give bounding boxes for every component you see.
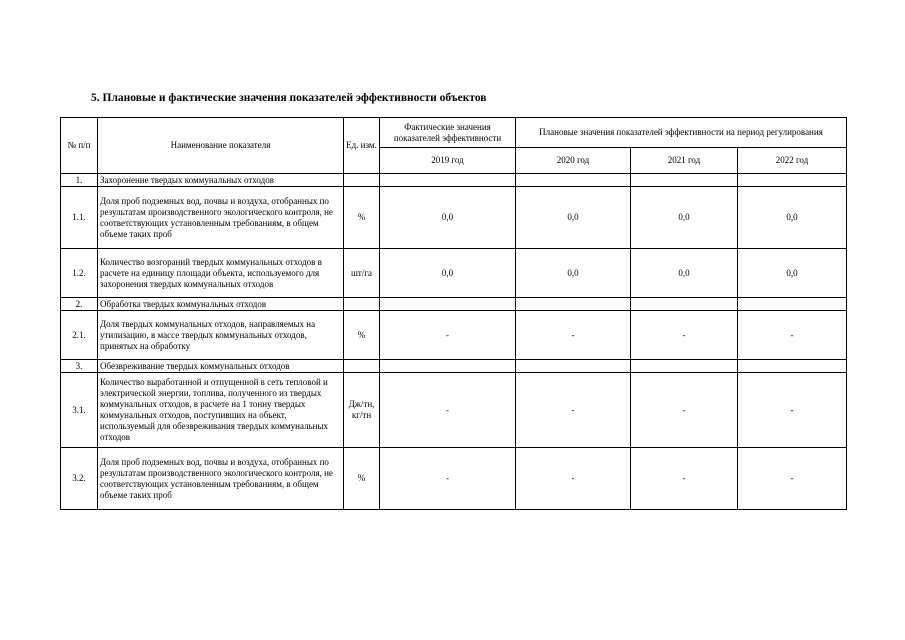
value-cell <box>631 298 738 311</box>
row-number: 1.1. <box>61 187 98 249</box>
header-year: 2020 год <box>516 148 631 174</box>
table-row <box>61 187 847 249</box>
row-number: 2. <box>61 298 98 311</box>
section-row <box>61 360 847 373</box>
header-actual-group: Фактические значения показателей эффективности <box>380 118 516 148</box>
value-cell: - <box>738 448 847 510</box>
value-cell <box>516 174 631 187</box>
value-cell: - <box>738 373 847 448</box>
value-cell: 0,0 <box>631 187 738 249</box>
header-year: 2021 год <box>631 148 738 174</box>
row-number: 1. <box>61 174 98 187</box>
value-cell: - <box>631 373 738 448</box>
value-cell: - <box>380 373 516 448</box>
header-name: Наименование показателя <box>98 118 344 174</box>
header-year: 2022 год <box>738 148 847 174</box>
value-cell: - <box>516 311 631 360</box>
row-number: 1.2. <box>61 249 98 298</box>
section-row <box>61 174 847 187</box>
value-cell: 0,0 <box>516 187 631 249</box>
value-cell <box>738 298 847 311</box>
unit-cell <box>344 360 380 373</box>
unit-cell: % <box>344 448 380 510</box>
unit-cell: шт/га <box>344 249 380 298</box>
header-planned-group: Плановые значения показателей эффективности на период регулирования <box>516 118 847 148</box>
value-cell <box>738 360 847 373</box>
value-cell <box>380 174 516 187</box>
unit-cell: % <box>344 311 380 360</box>
unit-cell <box>344 174 380 187</box>
unit-cell <box>344 298 380 311</box>
header-number: № п/п <box>61 118 98 174</box>
section-row <box>61 298 847 311</box>
value-cell: - <box>631 448 738 510</box>
row-number: 3. <box>61 360 98 373</box>
value-cell <box>631 174 738 187</box>
unit-cell: Дж/тн, кг/тн <box>344 373 380 448</box>
efficiency-indicators-table <box>60 117 847 510</box>
indicator-name: Количество возгораний твердых коммунальных отходов в расчете на единицу площади объекта, используемого для захоронения твердых коммунальных отходов <box>98 249 344 298</box>
value-cell: 0,0 <box>631 249 738 298</box>
indicator-name: Захоронение твердых коммунальных отходов <box>98 174 344 187</box>
value-cell: - <box>631 311 738 360</box>
value-cell: - <box>516 373 631 448</box>
indicator-name: Количество выработанной и отпущенной в сеть тепловой и электрической энергии, топлива, полученного из твердых коммунальных отходов, в расчете на 1 тонну твердых коммунальных отходов, поступивших на объект, используемый для обезвреживания твердых коммунальных отходов <box>98 373 344 448</box>
value-cell: - <box>738 311 847 360</box>
value-cell <box>631 360 738 373</box>
value-cell: - <box>380 311 516 360</box>
table-row <box>61 311 847 360</box>
table-body <box>61 174 847 510</box>
table-row <box>61 373 847 448</box>
indicator-name: Обезвреживание твердых коммунальных отходов <box>98 360 344 373</box>
value-cell <box>738 174 847 187</box>
row-number: 2.1. <box>61 311 98 360</box>
table-row <box>61 448 847 510</box>
value-cell: 0,0 <box>738 249 847 298</box>
header-unit: Ед. изм. <box>344 118 380 174</box>
value-cell <box>516 360 631 373</box>
value-cell: 0,0 <box>516 249 631 298</box>
value-cell <box>380 298 516 311</box>
table-row <box>61 249 847 298</box>
row-number: 3.1. <box>61 373 98 448</box>
value-cell: - <box>516 448 631 510</box>
indicator-name: Обработка твердых коммунальных отходов <box>98 298 344 311</box>
value-cell: - <box>380 448 516 510</box>
indicator-name: Доля проб подземных вод, почвы и воздуха, отобранных по результатам производственного экологического контроля, не соответствующих установленным требованиям, в общем объеме таких проб <box>98 448 344 510</box>
row-number: 3.2. <box>61 448 98 510</box>
indicator-name: Доля твердых коммунальных отходов, направляемых на утилизацию, в массе твердых коммунальных отходов, принятых на обработку <box>98 311 344 360</box>
value-cell: 0,0 <box>380 249 516 298</box>
value-cell <box>516 298 631 311</box>
indicator-name: Доля проб подземных вод, почвы и воздуха, отобранных по результатам производственного экологического контроля, не соответствующих установленным требованиям, в общем объеме таких проб <box>98 187 344 249</box>
header-year: 2019 год <box>380 148 516 174</box>
unit-cell: % <box>344 187 380 249</box>
value-cell: 0,0 <box>380 187 516 249</box>
page-title: 5. Плановые и фактические значения показателей эффективности объектов <box>91 92 487 104</box>
value-cell: 0,0 <box>738 187 847 249</box>
value-cell <box>380 360 516 373</box>
